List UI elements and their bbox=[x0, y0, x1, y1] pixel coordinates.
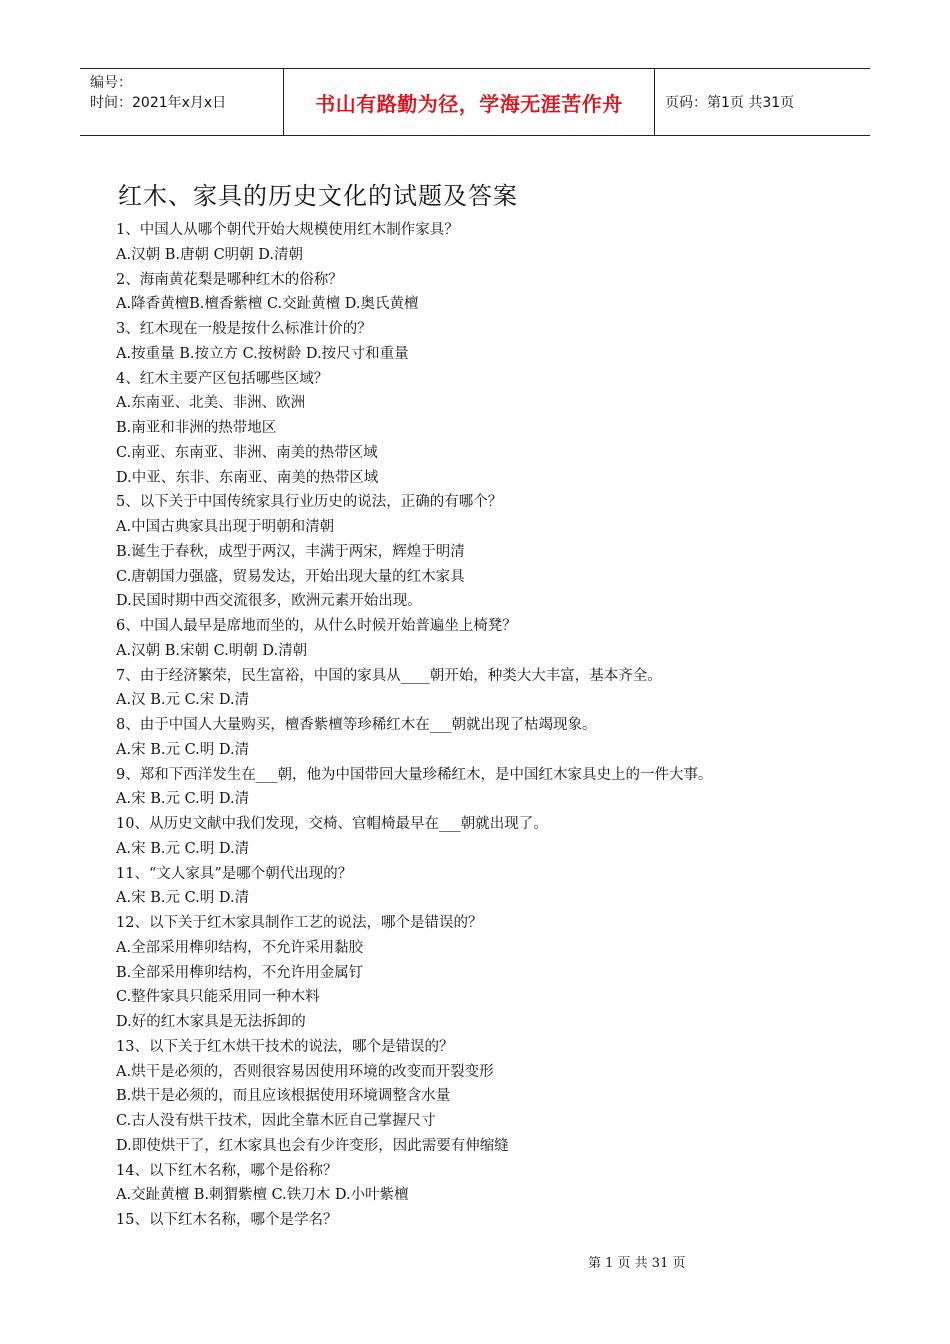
option-line: A.宋 B.元 C.明 D.清 bbox=[116, 890, 250, 907]
option-line: A.全部采用榫卯结构，不允许采用黏胶 bbox=[116, 939, 364, 956]
option-line: B.诞生于春秋，成型于两汉，丰满于两宋，辉煌于明清 bbox=[116, 543, 465, 560]
question-line: 2、海南黄花梨是哪种红木的俗称？ bbox=[116, 271, 343, 288]
question-line: 9、郑和下西洋发生在___朝，他为中国带回大量珍稀红木，是中国红木家具史上的一件大事。 bbox=[116, 766, 713, 783]
option-line: A.宋 B.元 C.明 D.清 bbox=[116, 741, 250, 758]
question-line: 15、以下红木名称，哪个是学名？ bbox=[116, 1212, 338, 1228]
question-line: 4、红木主要产区包括哪些区域？ bbox=[116, 370, 329, 387]
option-line: C.整件家具只能采用同一种木料 bbox=[116, 989, 320, 1006]
header-page-cell bbox=[655, 69, 870, 135]
option-line: D.民国时期中西交流很多，欧洲元素开始出现。 bbox=[116, 593, 422, 610]
option-line: D.中亚、东非、东南亚、南美的热带区域 bbox=[116, 469, 379, 486]
question-line: 10、从历史文献中我们发现，交椅、官帽椅最早在___朝就出现了。 bbox=[116, 816, 548, 832]
option-line: A.宋 B.元 C.明 D.清 bbox=[116, 791, 250, 808]
question-line: 5、以下关于中国传统家具行业历史的说法，正确的有哪个？ bbox=[116, 494, 503, 511]
option-line: B.全部采用榫卯结构，不允许用金属钉 bbox=[116, 964, 364, 981]
document-number-label: 编号： bbox=[90, 75, 132, 91]
option-line: A.降香黄檀B.檀香紫檀 C.交趾黄檀 D.奥氏黄檀 bbox=[116, 296, 419, 313]
question-line: 3、红木现在一般是按什么标准计价的？ bbox=[116, 321, 372, 337]
option-line: B.南亚和非洲的热带地区 bbox=[116, 420, 277, 436]
option-line: C.南亚、东南亚、非洲、南美的热带区域 bbox=[116, 444, 378, 461]
option-line: A.烘干是必须的，否则很容易因使用环境的改变而开裂变形 bbox=[116, 1063, 494, 1080]
question-line: 8、由于中国人大量购买，檀香紫檀等珍稀红木在___朝就出现了枯竭现象。 bbox=[116, 717, 597, 733]
option-line: A.宋 B.元 C.明 D.清 bbox=[116, 840, 250, 857]
option-line: C.唐朝国力强盛，贸易发达，开始出现大量的红木家具 bbox=[116, 568, 465, 585]
option-line: C.古人没有烘干技术，因此全靠木匠自己掌握尺寸 bbox=[116, 1113, 436, 1129]
question-line: 12、以下关于红木家具制作工艺的说法，哪个是错误的？ bbox=[116, 915, 483, 931]
header-info-cell bbox=[80, 69, 283, 135]
page-footer: 第 1 页 共 31 页 bbox=[588, 1256, 686, 1271]
question-line: 13、以下关于红木烘干技术的说法，哪个是错误的？ bbox=[116, 1038, 454, 1055]
question-line: 11、“文人家具”是哪个朝代出现的？ bbox=[116, 865, 353, 882]
header-table bbox=[80, 68, 870, 136]
option-line: A.汉朝 B.宋朝 C.明朝 D.清朝 bbox=[116, 642, 308, 659]
question-line: 14、以下红木名称，哪个是俗称？ bbox=[116, 1162, 338, 1179]
question-list bbox=[116, 218, 836, 1233]
question-line: 7、由于经济繁荣，民生富裕，中国的家具从____朝开始，种类大大丰富，基本齐全。 bbox=[116, 667, 662, 684]
option-line: D.好的红木家具是无法拆卸的 bbox=[116, 1014, 306, 1030]
option-line: A.汉 B.元 C.宋 D.清 bbox=[116, 692, 250, 709]
header-page-number: 页码：第1页 共31页 bbox=[665, 95, 795, 111]
header-motto-cell bbox=[283, 69, 655, 135]
question-line: 1、中国人从哪个朝代开始大规模使用红木制作家具？ bbox=[116, 222, 459, 238]
option-line: A.中国古典家具出现于明朝和清朝 bbox=[116, 519, 335, 535]
question-line: 6、中国人最早是席地而坐的，从什么时候开始普遍坐上椅凳？ bbox=[116, 618, 517, 634]
option-line: D.即使烘干了，红木家具也会有少许变形，因此需要有伸缩缝 bbox=[116, 1137, 509, 1154]
option-line: A.汉朝 B.唐朝 C明朝 D.清朝 bbox=[116, 246, 303, 263]
header-motto: 书山有路勤为径，学海无涯苦作舟 bbox=[315, 91, 623, 116]
document-title: 红木、家具的历史文化的试题及答案 bbox=[118, 182, 518, 210]
option-line: B.烘干是必须的，而且应该根据使用环境调整含水量 bbox=[116, 1088, 451, 1105]
option-line: A.交趾黄檀 B.刺猬紫檀 C.铁刀木 D.小叶紫檀 bbox=[116, 1187, 409, 1204]
document-time-label: 时间：2021年x月x日 bbox=[90, 95, 227, 111]
option-line: A.东南亚、北美、非洲、欧洲 bbox=[116, 395, 306, 412]
option-line: A.按重量 B.按立方 C.按树龄 D.按尺寸和重量 bbox=[116, 345, 409, 362]
